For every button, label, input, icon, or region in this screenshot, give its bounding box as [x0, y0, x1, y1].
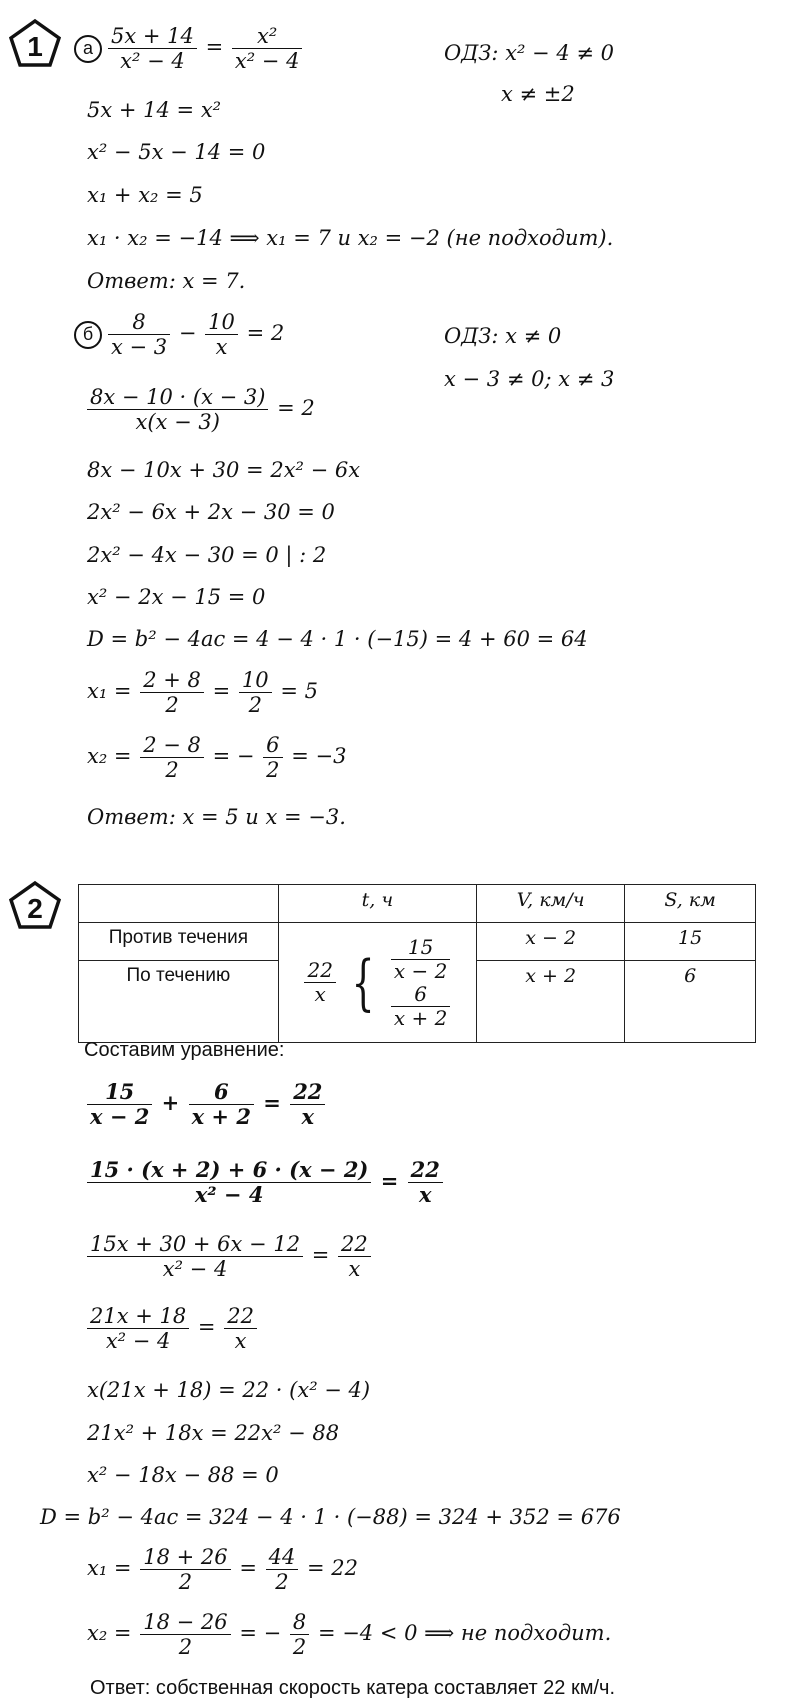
fraction: $\frac{2 + 8}{2}$	[140, 668, 204, 717]
task-1-number: 1	[27, 31, 43, 62]
table-cell: 15	[625, 923, 756, 961]
task2-intro: Составим уравнение:	[84, 1039, 285, 1061]
task1-a-equation: а $\frac{5x + 14}{\text{x² − 4}}$ = $\frac{\text{x²}}{\text{x² − 4}}$	[74, 24, 304, 73]
fraction: $\frac{22}{x}$	[304, 959, 335, 1006]
fraction: $\frac{21x + 18}{\text{x² − 4}}$	[87, 1304, 189, 1353]
fraction: $\frac{15}{x - 2}$	[87, 1080, 152, 1129]
fraction: $\frac{15 \cdot (x + 2) + 6 \cdot (x - 2)}{\text{x² − 4}}$	[87, 1158, 371, 1207]
table-header-cell: V, км/ч	[477, 885, 625, 923]
table-cell: x − 2	[477, 923, 625, 961]
task2-answer: Ответ: собственная скорость катера составляет 22 км/ч.	[90, 1677, 616, 1699]
fraction: $\frac{44}{2}$	[266, 1545, 299, 1594]
table-cell: 6	[625, 961, 756, 1043]
table-cell: x + 2	[477, 961, 625, 1043]
fraction: $\frac{15x + 30 + 6x - 12}{\text{x² − 4}}$	[87, 1232, 303, 1281]
task1-b-answer: Ответ: x = 5 и x = −3.	[87, 805, 346, 829]
fraction: $\frac{18 + 26}{2}$	[140, 1545, 230, 1594]
table-cell: По течению	[79, 961, 279, 1043]
system-brace: {	[351, 947, 375, 1018]
task1-b-line-4: x² − 2x − 15 = 0	[87, 585, 266, 609]
task1-b-line-3: 2x² − 4x − 30 = 0 | : 2	[87, 543, 327, 567]
task1-a-odz-2: x ≠ ±2	[501, 82, 575, 106]
fraction: $\frac{10}{x}$	[205, 310, 238, 359]
task1-b-discriminant: D = b² − 4ac = 4 − 4 · 1 · (−15) = 4 + 60 = 64	[87, 627, 588, 651]
table-row	[79, 923, 756, 961]
task2-eq-2: $\frac{15 \cdot (x + 2) + 6 \cdot (x - 2)}{\text{x² − 4}}$ = $\frac{22}{x}$	[85, 1158, 445, 1207]
task1-b-x2: x₂ = $\frac{2 - 8}{2}$ = − $\frac{6}{2}$ = −3	[87, 733, 347, 783]
fraction: $\frac{6}{x + 2}$	[189, 1080, 254, 1129]
fraction: 6 x + 2	[391, 983, 450, 1030]
task2-discriminant: D = b² − 4ac = 324 − 4 · 1 · (−88) = 324 + 352 = 676	[40, 1505, 621, 1529]
fraction: $\frac{8}{x - 3}$	[108, 310, 170, 359]
table-header-cell: S, км	[625, 885, 756, 923]
fraction: $\frac{2 - 8}{2}$	[140, 733, 204, 782]
task1-a-odz-1: ОДЗ: x² − 4 ≠ 0	[444, 41, 614, 65]
task1-b-line-1: 8x − 10x + 30 = 2x² − 6x	[87, 458, 361, 482]
fraction: $\frac{6}{2}$	[263, 733, 282, 782]
fraction: $\frac{22}{x}$	[224, 1304, 257, 1353]
fraction: $\frac{\text{x²}}{\text{x² − 4}}$	[232, 24, 303, 73]
task1-a-answer: Ответ: x = 7.	[87, 269, 246, 293]
task2-line-3: x² − 18x − 88 = 0	[87, 1463, 279, 1487]
task2-eq-4: $\frac{21x + 18}{\text{x² − 4}}$ = $\frac{22}{x}$	[85, 1304, 259, 1353]
fraction: $\frac{10}{2}$	[239, 668, 272, 717]
table-cell: Против течения	[79, 923, 279, 961]
task2-eq-1: $\frac{15}{x - 2}$ + $\frac{6}{x + 2}$ = $\frac{22}{x}$	[85, 1080, 327, 1129]
task2-x1: x₁ = $\frac{18 + 26}{2}$ = $\frac{44}{2}$ = 22	[87, 1545, 359, 1595]
task1-a-line-4: x₁ · x₂ = −14 ⟹ x₁ = 7 и x₂ = −2 (не подходит).	[87, 226, 614, 250]
task-2-number: 2	[27, 893, 43, 924]
task2-line-1: x(21x + 18) = 22 · (x² − 4)	[87, 1378, 371, 1402]
table-header-cell: t, ч	[278, 885, 476, 923]
task1-b-equation: б $\frac{8}{x - 3}$ − $\frac{10}{x}$ = 2	[74, 310, 284, 359]
fraction: $\frac{8x - 10 \cdot (x - 3)}{x(x - 3)}$	[87, 385, 268, 434]
fraction: $\frac{22}{x}$	[338, 1232, 371, 1281]
task-1-number-badge	[8, 18, 62, 68]
task1-b-odz-1: ОДЗ: x ≠ 0	[444, 324, 562, 348]
fraction: $\frac{22}{x}$	[290, 1080, 325, 1129]
fraction: $\frac{5x + 14}{\text{x² − 4}}$	[108, 24, 197, 73]
motion-table	[78, 884, 756, 1043]
task2-x2: x₂ = $\frac{18 - 26}{2}$ = − $\frac{8}{2}$ = −4 < 0 ⟹ не подходит.	[87, 1610, 612, 1660]
task-2-number-badge	[8, 880, 62, 930]
table-cell-time	[278, 923, 476, 1043]
task1-a-line-2: x² − 5x − 14 = 0	[87, 140, 266, 164]
table-header-row	[79, 885, 756, 923]
task1-b-odz-2: x − 3 ≠ 0; x ≠ 3	[444, 367, 615, 391]
fraction: $\frac{22}{x}$	[408, 1158, 443, 1207]
fraction: $\frac{18 - 26}{2}$	[140, 1610, 230, 1659]
task2-eq-3: $\frac{15x + 30 + 6x - 12}{\text{x² − 4}}$ = $\frac{22}{x}$	[85, 1232, 373, 1281]
task1-b-line-2: 2x² − 6x + 2x − 30 = 0	[87, 500, 335, 524]
fraction: 15 x − 2	[391, 936, 450, 983]
part-a-label: а	[74, 35, 102, 63]
part-b-label: б	[74, 321, 102, 349]
table-header-cell	[79, 885, 279, 923]
task1-b-x1: x₁ = $\frac{2 + 8}{2}$ = $\frac{10}{2}$ = 5	[87, 668, 318, 718]
task2-line-2: 21x² + 18x = 22x² − 88	[87, 1421, 340, 1445]
task1-a-line-3: x₁ + x₂ = 5	[87, 183, 203, 207]
task1-b-step-1: $\frac{8x - 10 \cdot (x - 3)}{x(x - 3)}$ = 2	[85, 385, 315, 434]
task1-a-line-1: 5x + 14 = x²	[87, 98, 222, 122]
fraction: $\frac{8}{2}$	[290, 1610, 309, 1659]
